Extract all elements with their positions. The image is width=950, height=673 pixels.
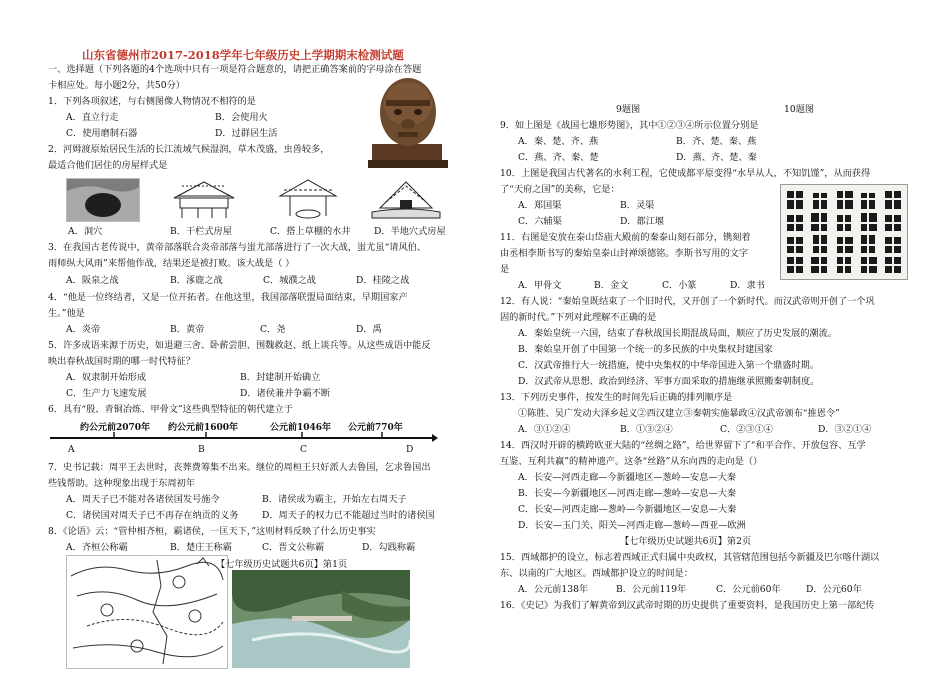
q3-option-b: B．涿鹿之战 [170, 275, 223, 286]
question-11-cont: 由丞相李斯书写的秦始皇泰山封禅颂德铭。李斯书写用的文字 [500, 248, 749, 259]
q5-option-d: D．诸侯兼并争霸不断 [240, 388, 331, 399]
question-10-cont: 了“天府之国”的美称，它是： [500, 184, 620, 195]
q11-option-c: C．小篆 [662, 280, 697, 291]
q14-option-c: C．长安—河西走廊—葱岭—今新疆地区—安息—大秦 [518, 504, 737, 515]
q11-option-d: D．隶书 [730, 280, 765, 291]
question-15-cont: 东、以南的广大地区。西域都护设立的时间是： [500, 568, 693, 579]
q8-option-d: D．勾践称霸 [362, 542, 416, 553]
question-14: 14．西汉时开辟的横跨欧亚大陆的“丝绸之路”，给世界留下了“和平合作、开放包容、互学 [500, 440, 866, 451]
timeline-label-4: 公元前770年 [348, 423, 403, 433]
question-2: 2．河姆渡原始居民生活的长江流域气候湿润，草木茂盛，虫兽较多， [48, 144, 330, 155]
q11-option-a: A．甲骨文 [518, 280, 562, 291]
question-11: 11．右图是安放在泰山岱庙大殿前的秦泰山刻石部分，镌刻着 [500, 232, 751, 243]
q15-option-a: A．公元前138年 [518, 584, 589, 595]
q5-option-a: A．奴隶制开始形成 [66, 372, 147, 383]
question-2-cont: 最适合他们居住的房屋样式是 [48, 160, 168, 171]
question-10: 10．上图是我国古代著名的水利工程，它使成都平原变得“水旱从人，不知饥馑”，从而获得 [500, 168, 871, 179]
dujiangyan-photo [232, 570, 410, 668]
question-7-cont: 些钱帮助。这种现象出现于东周初年 [48, 478, 195, 489]
peking-man-bust-image [362, 74, 454, 170]
q1-option-c: C．使用磨制石器 [66, 128, 138, 139]
q8-option-b: B．楚庄王称霸 [170, 542, 232, 553]
q9-option-a: A．秦、楚、齐、燕 [518, 136, 599, 147]
timeline-label-1: 约公元前2070年 [80, 423, 151, 433]
q4-option-c: C．尧 [260, 324, 286, 335]
q15-option-d: D．公元60年 [806, 584, 862, 595]
q15-option-b: B．公元前119年 [616, 584, 687, 595]
page-title: 山东省德州市2017-2018学年七年级历史上学期期末检测试题 [82, 48, 404, 62]
timeline-letter-d: D [406, 444, 414, 455]
q12-option-a: A．秦始皇统一六国，结束了春秋战国长期混战局面，顺应了历史发展的潮流。 [518, 328, 838, 339]
question-16: 16．《史记》为我们了解黄帝到汉武帝时期的历史提供了重要资料，是我国历史上第一部纪传 [500, 600, 875, 611]
q7-option-a: A．周天子已不能对各诸侯国发号施令 [66, 494, 220, 505]
question-5: 5．许多成语来源于历史，如退避三舍、卧薪尝胆、围魏救赵、纸上谈兵等。从这些成语中能反 [48, 340, 431, 351]
q12-option-b: B．秦始皇开创了中国第一个统一的多民族的中央集权封建国家 [518, 344, 773, 355]
q3-option-a: A．阪泉之战 [66, 275, 119, 286]
question-4: 4．“他是一位终结者，又是一位开拓者。在他这里，我国部落联盟局面结束，早期国家产 [48, 292, 408, 303]
question-9: 9．如上图是《战国七雄形势图》，其中①②③④所示位置分别是 [500, 120, 759, 131]
q8-option-c: C．晋文公称霸 [262, 542, 325, 553]
question-5-cont: 映出春秋战国时期的哪一时代特征？ [48, 356, 195, 367]
q13-option-d: D．③②①④ [818, 424, 872, 435]
timeline-label-3: 公元前1046年 [270, 423, 332, 433]
q13-event-list: ①陈胜、吴广发动大泽乡起义②西汉建立③秦朝实施暴政④汉武帝颁布“推恩令” [518, 408, 840, 419]
semi-pit-house-image [370, 178, 442, 220]
taishan-stele-rubbing [780, 184, 908, 280]
well-shed-image [272, 178, 344, 220]
q7-option-b: B．诸侯成为霸主，开始左右周天子 [262, 494, 407, 505]
q7-option-d: D．周天子的权力已不能超过当时的诸侯国 [262, 510, 435, 521]
q12-option-c: C．汉武帝推行大一统措施，使中央集权的中华帝国进入第一个鼎盛时期。 [518, 360, 820, 371]
q13-option-a: A．③①②④ [518, 424, 571, 435]
timeline-letter-a: A [68, 444, 75, 455]
question-4-cont: 生。”他是 [48, 308, 85, 319]
q7-option-c: C．诸侯国对周天子已不再存在纳贡的义务 [66, 510, 239, 521]
q9-option-d: D．燕、齐、楚、秦 [676, 152, 757, 163]
q2-option-b: B．干栏式房屋 [170, 226, 232, 237]
page-footer-2: 【七年级历史试题共6页】第2页 [620, 536, 752, 547]
q10-option-c: C．六辅渠 [518, 216, 562, 227]
section-intro: 一、选择题（下列各题的4个选项中只有一项是符合题意的，请把正确答案前的字母涂在答题 [48, 64, 422, 75]
q4-option-d: D．禹 [356, 324, 382, 335]
q1-option-d: D．过群居生活 [215, 128, 278, 139]
figure-caption-9: 9题图 [616, 104, 641, 115]
q14-option-b: B．长安—今新疆地区—河西走廊—葱岭—安息—大秦 [518, 488, 737, 499]
warring-states-map [66, 555, 228, 669]
q4-option-b: B．黄帝 [170, 324, 205, 335]
q11-option-b: B．金文 [594, 280, 629, 291]
stilt-house-image [168, 178, 240, 220]
question-14-cont: 互鉴、互利共赢”的精神遗产。这条“丝路”从东向西的走向是（） [500, 456, 763, 467]
figure-caption-10: 10题图 [784, 104, 815, 115]
q13-option-b: B．①③②④ [620, 424, 673, 435]
q1-option-b: B．会使用火 [215, 112, 268, 123]
section-intro-2: 卡相应处。每小题2分，共50分） [48, 80, 185, 91]
q14-option-a: A．长安—河西走廊—今新疆地区—葱岭—安息—大秦 [518, 472, 736, 483]
q2-option-c: C．搭上草棚的水井 [270, 226, 351, 237]
q12-option-d: D．汉武帝从思想、政治到经济、军事方面采取的措施继承照搬秦朝制度。 [518, 376, 820, 387]
q4-option-a: A．炎帝 [66, 324, 101, 335]
question-12-cont: 固的新时代。”下列对此理解不正确的是 [500, 312, 657, 323]
timeline-label-2: 约公元前1600年 [168, 423, 239, 433]
q5-option-c: C．生产力飞速发展 [66, 388, 147, 399]
q10-option-b: B．灵渠 [620, 200, 655, 211]
q9-option-c: C．燕、齐、秦、楚 [518, 152, 599, 163]
q10-option-a: A．郑国渠 [518, 200, 562, 211]
q3-option-d: D．桂陵之战 [356, 275, 410, 286]
question-6: 6．具有“殷、青铜冶炼、甲骨文”这些典型特征的朝代建立于 [48, 404, 293, 415]
q2-option-d: D．半地穴式房屋 [374, 226, 446, 237]
q2-option-a: A．洞穴 [68, 226, 103, 237]
q9-option-b: B．齐、楚、秦、燕 [676, 136, 757, 147]
q14-option-d: D．长安—玉门关、阳关—河西走廊—葱岭—西亚—欧洲 [518, 520, 746, 531]
question-13: 13．下列历史事件，按发生的时间先后正确的排列顺序是 [500, 392, 733, 403]
question-15: 15．西域都护的设立，标志着西域正式归属中央政权，其管辖范围包括今新疆及巴尔喀什湖以 [500, 552, 880, 563]
q1-option-a: A．直立行走 [66, 112, 119, 123]
timeline-letter-c: C [300, 444, 308, 455]
q15-option-c: C．公元前60年 [716, 584, 781, 595]
question-3-cont: 雨师纵大风雨”来帮他作战，结果还是被打败。该大战是（ ） [48, 258, 295, 269]
question-12: 12．有人说：“秦始皇既结束了一个旧时代，又开创了一个新时代。而汉武帝则开创了一个巩 [500, 296, 875, 307]
timeline-letter-b: B [198, 444, 205, 455]
q10-option-d: D．都江堰 [620, 216, 665, 227]
question-7: 7．史书记载：周平王去世时，丧葬费筹集不出来。继位的周桓王只好派人去鲁国，乞求鲁国出 [48, 462, 431, 473]
question-1: 1．下列各项叙述，与右侧图像人物情况不相符的是 [48, 96, 256, 107]
q5-option-b: B．封建制开始确立 [240, 372, 321, 383]
q8-option-a: A．齐桓公称霸 [66, 542, 128, 553]
question-11-cont-2: 是 [500, 264, 510, 275]
q3-option-c: C．城濮之战 [263, 275, 316, 286]
question-8: 8．《论语》云：“管仲相齐桓，霸诸侯，一匡天下，”这则材料反映了什么历史事实 [48, 526, 376, 537]
page-footer-1: 【七年级历史试题共6页】第1页 [216, 559, 348, 570]
cave-image [66, 178, 140, 222]
question-3: 3．在我国古老传说中，黄帝部落联合炎帝部落与蚩尤部落进行了一次大战，蚩尤虽“请风伯、 [48, 242, 427, 253]
q13-option-c: C．②③①④ [720, 424, 773, 435]
